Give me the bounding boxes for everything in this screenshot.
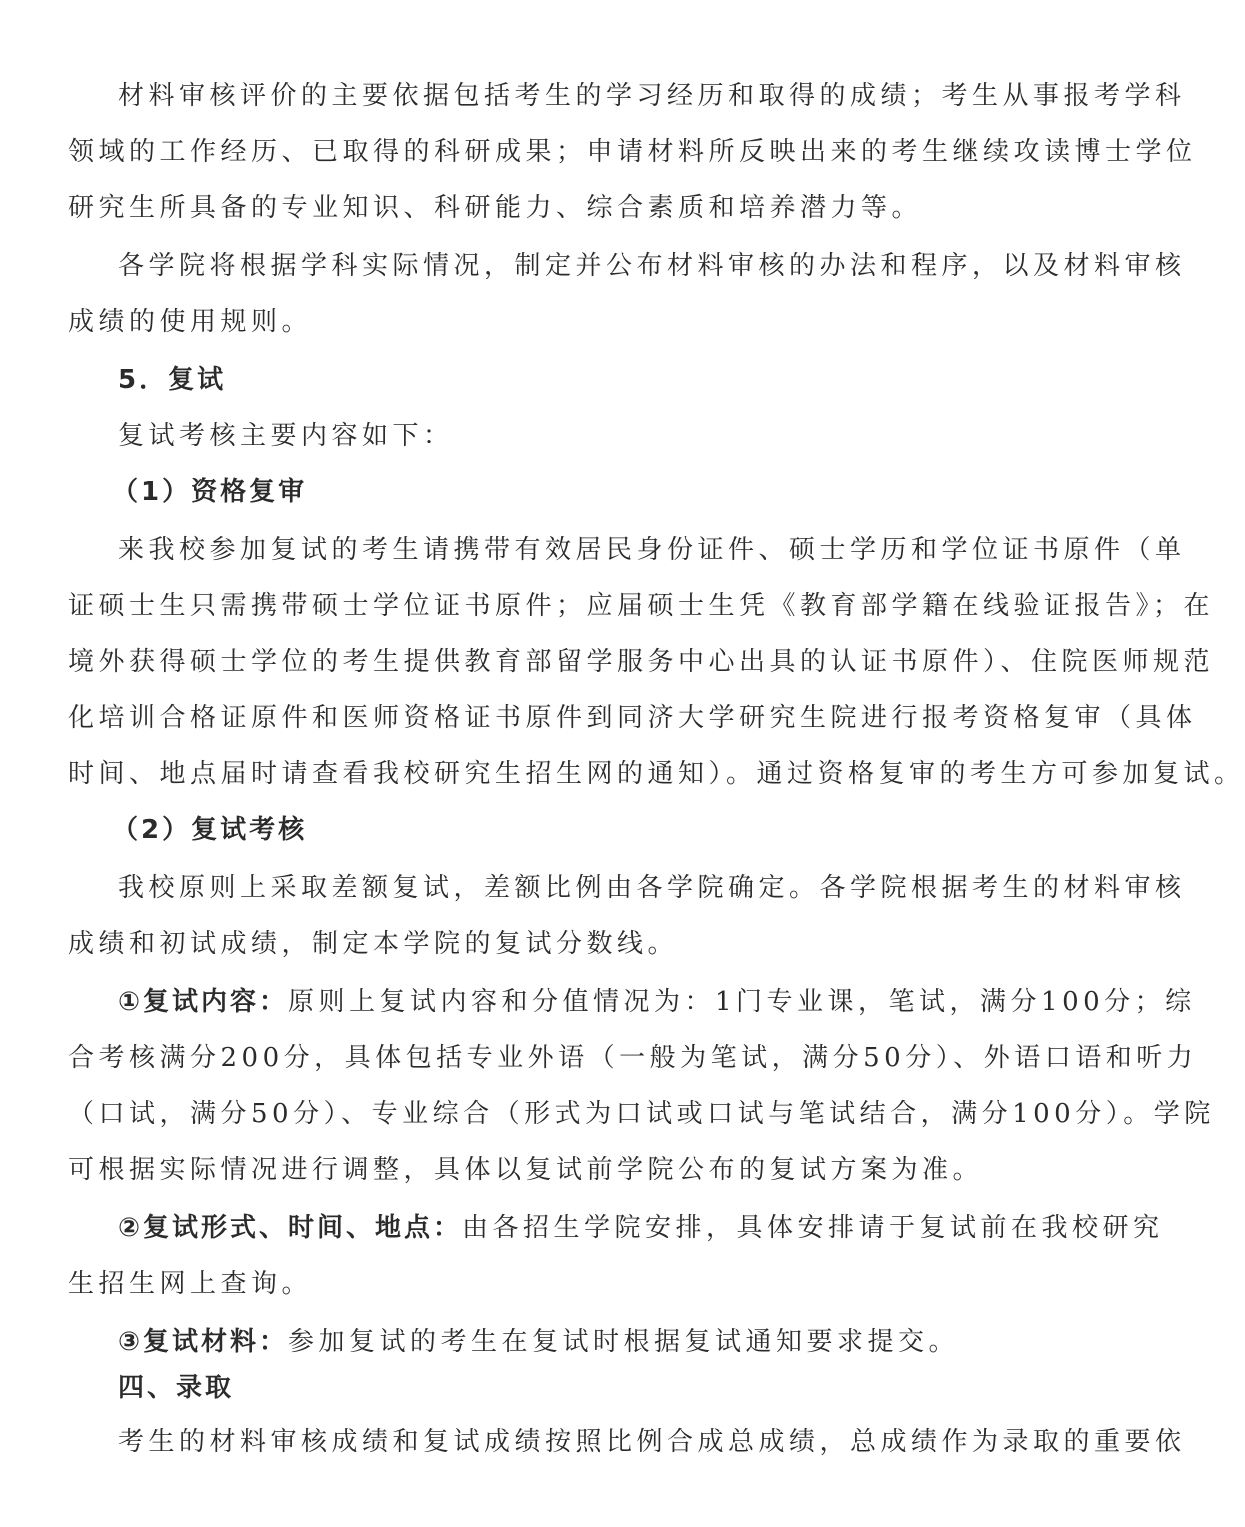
paragraph-line: 时间、地点届时请查看我校研究生招生网的通知）。通过资格复审的考生方可参加复试。 xyxy=(68,759,1245,789)
paragraph-line: 可根据实际情况进行调整，具体以复试前学院公布的复试方案为准。 xyxy=(68,1155,984,1185)
section-heading: 四、录取 xyxy=(118,1373,235,1403)
paragraph-line: 材料审核评价的主要依据包括考生的学习经历和取得的成绩；考生从事报考学科 xyxy=(118,81,1186,111)
paragraph-line: 境外获得硕士学位的考生提供教育部留学服务中心出具的认证书原件）、住院医师规范 xyxy=(68,647,1215,677)
item-label: ③复试材料： xyxy=(118,1327,289,1357)
paragraph-line: 各学院将根据学科实际情况，制定并公布材料审核的办法和程序，以及材料审核 xyxy=(118,251,1186,281)
item-text: 由各招生学院安排，具体安排请于复试前在我校研究 xyxy=(462,1213,1164,1243)
paragraph-line: （口试，满分50分）、专业综合（形式为口试或口试与笔试结合，满分100分）。学院 xyxy=(68,1099,1215,1129)
list-item-line xyxy=(118,1324,1018,1360)
item-text: 参加复试的考生在复试时根据复试通知要求提交。 xyxy=(288,1327,960,1357)
list-item-line xyxy=(118,984,1196,1020)
paragraph-line: 合考核满分200分，具体包括专业外语（一般为笔试，满分50分）、外语口语和听力 xyxy=(68,1043,1198,1073)
subsection-heading: （2）复试考核 xyxy=(112,815,308,845)
paragraph-line: 复试考核主要内容如下： xyxy=(118,421,454,451)
paragraph-line: 成绩的使用规则。 xyxy=(68,307,313,337)
item-text: 原则上复试内容和分值情况为：1门专业课，笔试，满分100分；综 xyxy=(288,987,1196,1017)
paragraph-line: 证硕士生只需携带硕士学位证书原件；应届硕士生凭《教育部学籍在线验证报告》；在 xyxy=(68,591,1215,621)
list-item-line xyxy=(118,1210,1164,1246)
section-heading: 5．复试 xyxy=(118,365,227,395)
paragraph-line: 生招生网上查询。 xyxy=(68,1269,313,1299)
paragraph-line: 我校原则上采取差额复试，差额比例由各学院确定。各学院根据考生的材料审核 xyxy=(118,873,1186,903)
paragraph-line: 领域的工作经历、已取得的科研成果；申请材料所反映出来的考生继续攻读博士学位 xyxy=(68,137,1197,167)
paragraph-line: 研究生所具备的专业知识、科研能力、综合素质和培养潜力等。 xyxy=(68,193,923,223)
item-label: ①复试内容： xyxy=(118,987,289,1017)
item-label: ②复试形式、时间、地点： xyxy=(118,1213,463,1243)
paragraph-line: 化培训合格证原件和医师资格证书原件到同济大学研究生院进行报考资格复审（具体 xyxy=(68,703,1197,733)
subsection-heading: （1）资格复审 xyxy=(112,477,308,507)
paragraph-line: 成绩和初试成绩，制定本学院的复试分数线。 xyxy=(68,929,679,959)
paragraph-line: 考生的材料审核成绩和复试成绩按照比例合成总成绩，总成绩作为录取的重要依 xyxy=(118,1427,1186,1457)
paragraph-line: 来我校参加复试的考生请携带有效居民身份证件、硕士学历和学位证书原件（单 xyxy=(118,535,1186,565)
